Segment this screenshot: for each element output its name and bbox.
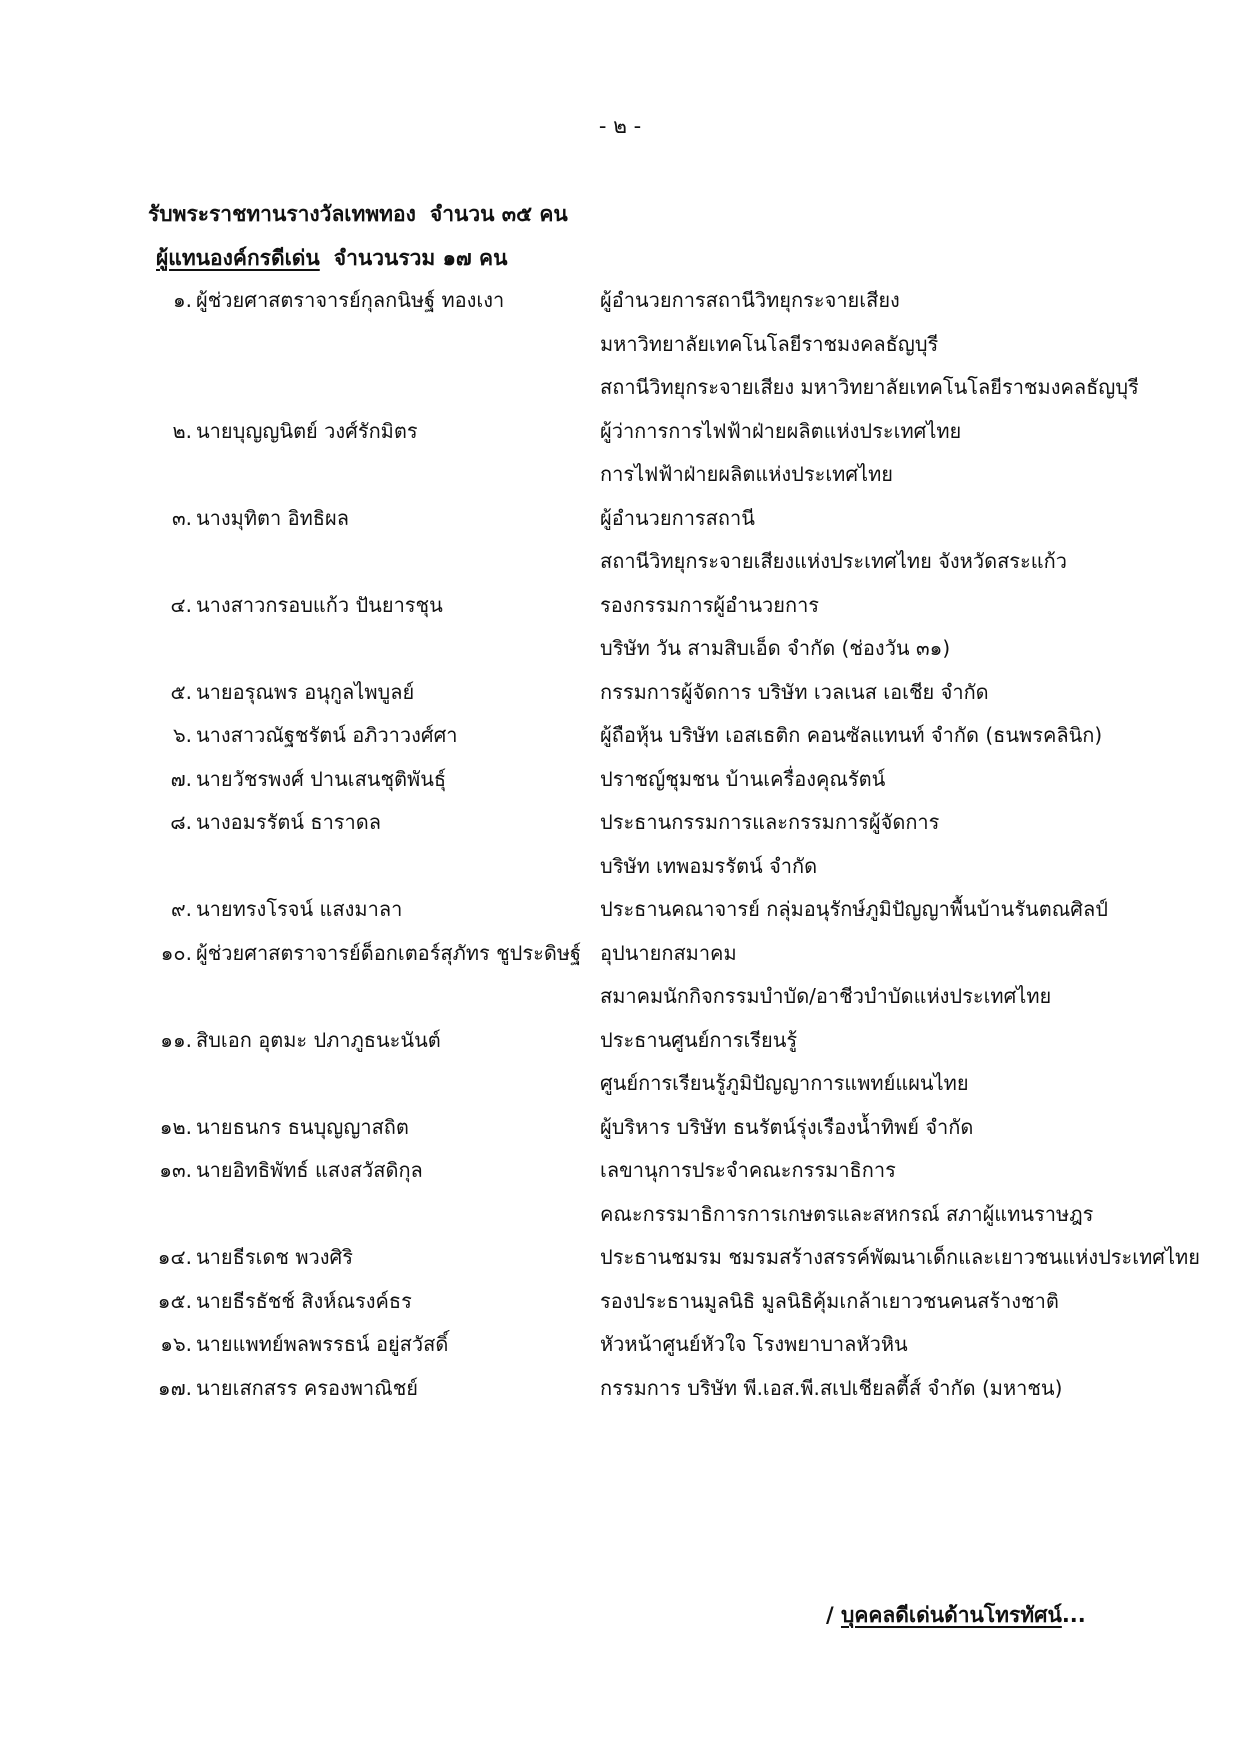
list-item xyxy=(0,1285,1240,1329)
entry-name: นายเสกสรร ครองพาณิชย์ xyxy=(196,1375,418,1400)
entry-role: รองประธานมูลนิธิ มูลนิธิคุ้มเกล้าเยาวชนคนสร้างชาติ xyxy=(600,1288,1059,1313)
entry-role: สถานีวิทยุกระจายเสียง มหาวิทยาลัยเทคโนโลยีราชมงคลธัญบุรี xyxy=(600,375,1139,399)
entry-line xyxy=(0,676,1240,720)
entry-number: ๑๒. xyxy=(159,1114,192,1139)
list-item xyxy=(0,589,1240,676)
entry-line xyxy=(0,1111,1240,1155)
list-item xyxy=(0,1024,1240,1111)
entry-name: นายวัชรพงศ์ ปานเสนชุติพันธุ์ xyxy=(196,766,447,791)
list-item xyxy=(0,719,1240,763)
list-item xyxy=(0,1241,1240,1285)
entry-role: การไฟฟ้าฝ่ายผลิตแห่งประเทศไทย xyxy=(600,462,894,486)
list-item xyxy=(0,806,1240,893)
entry-role: บริษัท วัน สามสิบเอ็ด จำกัด (ช่องวัน ๓๑) xyxy=(600,636,951,660)
subsection-heading xyxy=(156,242,507,275)
entry-line xyxy=(0,1285,1240,1329)
entry-role: กรรมการผู้จัดการ บริษัท เวลเนส เอเชีย จำกัด xyxy=(600,679,989,704)
entry-continuation-line xyxy=(0,850,1240,894)
entry-line xyxy=(0,763,1240,807)
entry-number: ๑๐. xyxy=(160,940,192,965)
entry-role: หัวหน้าศูนย์หัวใจ โรงพยาบาลหัวหิน xyxy=(600,1332,908,1356)
entry-name: นางสาวกรอบแก้ว ปันยารชุน xyxy=(196,592,443,617)
entry-name: นายธีรเดช พวงศิริ xyxy=(196,1245,353,1269)
awardee-list xyxy=(0,284,1240,1415)
entry-line xyxy=(0,589,1240,633)
entry-line xyxy=(0,1024,1240,1068)
entry-role: ประธานชมรม ชมรมสร้างสรรค์พัฒนาเด็กและเยาวชนแห่งประเทศไทย xyxy=(600,1245,1200,1269)
entry-number: ๑๑. xyxy=(160,1027,192,1052)
entry-role: ผู้ถือหุ้น บริษัท เอสเธติก คอนซัลแทนท์ จำกัด (ธนพรคลินิก) xyxy=(600,723,1103,747)
section-heading xyxy=(148,198,568,231)
subsection-title: ผู้แทนองค์กรดีเด่น xyxy=(156,246,320,270)
entry-role: ปราชญ์ชุมชน บ้านเครื่องคุณรัตน์ xyxy=(600,766,886,791)
entry-number: ๑๗. xyxy=(157,1375,192,1400)
list-item xyxy=(0,893,1240,937)
entry-line xyxy=(0,1241,1240,1285)
entry-name: นายทรงโรจน์ แสงมาลา xyxy=(196,897,403,921)
entry-role: รองกรรมการผู้อำนวยการ xyxy=(600,592,820,617)
entry-role: กรรมการ บริษัท พี.เอส.พี.สเปเชียลตี้ส์ จำกัด (มหาชน) xyxy=(600,1375,1063,1400)
entry-name: นายธนกร ธนบุญญาสถิต xyxy=(196,1114,409,1139)
continuation-slash: / xyxy=(826,1603,834,1627)
entry-role: ประธานคณาจารย์ กลุ่มอนุรักษ์ภูมิปัญญาพื้นบ้านรันตณศิลป์ xyxy=(600,897,1108,921)
entry-continuation-line xyxy=(0,1198,1240,1242)
entry-number: ๙. xyxy=(170,897,192,921)
entry-role: อุปนายกสมาคม xyxy=(600,940,737,965)
section-title: รับพระราชทานรางวัลเทพทอง xyxy=(148,202,416,226)
entry-name: นายอิทธิพัทธ์ แสงสวัสดิกุล xyxy=(196,1158,423,1182)
entry-number: ๗. xyxy=(170,766,192,791)
entry-number: ๑. xyxy=(172,288,192,312)
entry-number: ๑๕. xyxy=(157,1288,192,1313)
entry-number: ๑๔. xyxy=(157,1245,192,1269)
entry-continuation-line xyxy=(0,545,1240,589)
entry-number: ๕. xyxy=(170,679,192,704)
section-count: จำนวน ๓๕ คน xyxy=(429,202,568,226)
entry-number: ๓. xyxy=(171,505,192,530)
entry-line xyxy=(0,1328,1240,1372)
list-item xyxy=(0,502,1240,589)
entry-number: ๖. xyxy=(172,723,192,747)
continuation-note xyxy=(826,1599,1086,1632)
entry-name: นางอมรรัตน์ ธาราดล xyxy=(196,810,382,834)
entry-continuation-line xyxy=(0,632,1240,676)
entry-role: ผู้บริหาร บริษัท ธนรัตน์รุ่งเรืองน้ำทิพย์ จำกัด xyxy=(600,1114,974,1139)
continuation-text: บุคคลดีเด่นด้านโทรทัศน์ xyxy=(840,1603,1062,1627)
entry-role: เลขานุการประจำคณะกรรมาธิการ xyxy=(600,1158,896,1182)
entry-name: นายแพทย์พลพรรธน์ อยู่สวัสดิ์ xyxy=(196,1332,449,1356)
entry-role: คณะกรรมาธิการการเกษตรและสหกรณ์ สภาผู้แทนราษฎร xyxy=(600,1201,1094,1226)
list-item xyxy=(0,937,1240,1024)
entry-line xyxy=(0,806,1240,850)
entry-continuation-line xyxy=(0,371,1240,415)
list-item xyxy=(0,1111,1240,1155)
entry-name: นายอรุณพร อนุกูลไพบูลย์ xyxy=(196,679,415,704)
entry-role: ผู้อำนวยการสถานี xyxy=(600,505,755,530)
entry-role: ประธานศูนย์การเรียนรู้ xyxy=(600,1027,798,1052)
entry-continuation-line xyxy=(0,980,1240,1024)
entry-continuation-line xyxy=(0,328,1240,372)
entry-role: สมาคมนักกิจกรรมบำบัด/อาชีวบำบัดแห่งประเทศไทย xyxy=(600,984,1052,1008)
entry-line xyxy=(0,937,1240,981)
list-item xyxy=(0,763,1240,807)
entry-line xyxy=(0,502,1240,546)
entry-role: ผู้อำนวยการสถานีวิทยุกระจายเสียง xyxy=(600,288,900,312)
entry-role: ศูนย์การเรียนรู้ภูมิปัญญาการแพทย์แผนไทย xyxy=(600,1071,969,1095)
entry-number: ๑๓. xyxy=(159,1158,192,1182)
entry-number: ๘. xyxy=(170,810,192,834)
list-item xyxy=(0,1154,1240,1241)
list-item xyxy=(0,415,1240,502)
list-item xyxy=(0,1328,1240,1372)
entry-role: ผู้ว่าการการไฟฟ้าฝ่ายผลิตแห่งประเทศไทย xyxy=(600,418,962,443)
entry-name: นางมุทิตา อิทธิผล xyxy=(196,505,349,530)
subsection-count: จำนวนรวม ๑๗ คน xyxy=(333,246,508,270)
entry-continuation-line xyxy=(0,458,1240,502)
entry-role: บริษัท เทพอมรรัตน์ จำกัด xyxy=(600,853,818,878)
entry-name: ผู้ช่วยศาสตราจารย์ด็อกเตอร์สุภัทร ชูประดิษฐ์ xyxy=(196,940,582,965)
list-item xyxy=(0,284,1240,415)
entry-name: ผู้ช่วยศาสตราจารย์กุลกนิษฐ์ ทองเงา xyxy=(196,288,505,312)
list-item xyxy=(0,676,1240,720)
entry-line xyxy=(0,1154,1240,1198)
page-number: - ๒ - xyxy=(598,114,642,138)
continuation-ellipsis: ... xyxy=(1061,1603,1086,1627)
entry-line xyxy=(0,1372,1240,1416)
entry-line xyxy=(0,893,1240,937)
entry-line xyxy=(0,284,1240,328)
entry-continuation-line xyxy=(0,1067,1240,1111)
entry-role: ประธานกรรมการและกรรมการผู้จัดการ xyxy=(600,810,940,834)
entry-name: นางสาวณัฐชรัตน์ อภิวาวงศ์ศา xyxy=(196,723,458,747)
entry-number: ๒. xyxy=(172,418,192,443)
entry-role: มหาวิทยาลัยเทคโนโลยีราชมงคลธัญบุรี xyxy=(600,331,939,356)
list-item xyxy=(0,1372,1240,1416)
entry-line xyxy=(0,719,1240,763)
entry-name: สิบเอก อุตมะ ปภาภูธนะนันต์ xyxy=(196,1027,441,1052)
entry-name: นายธีรธัชช์ สิงห์ณรงค์ธร xyxy=(196,1288,412,1313)
entry-role: สถานีวิทยุกระจายเสียงแห่งประเทศไทย จังหวัดสระแก้ว xyxy=(600,549,1068,573)
entry-number: ๔. xyxy=(170,592,192,617)
entry-line xyxy=(0,415,1240,459)
entry-name: นายบุญญนิตย์ วงศ์รักมิตร xyxy=(196,418,418,443)
entry-number: ๑๖. xyxy=(160,1332,192,1356)
